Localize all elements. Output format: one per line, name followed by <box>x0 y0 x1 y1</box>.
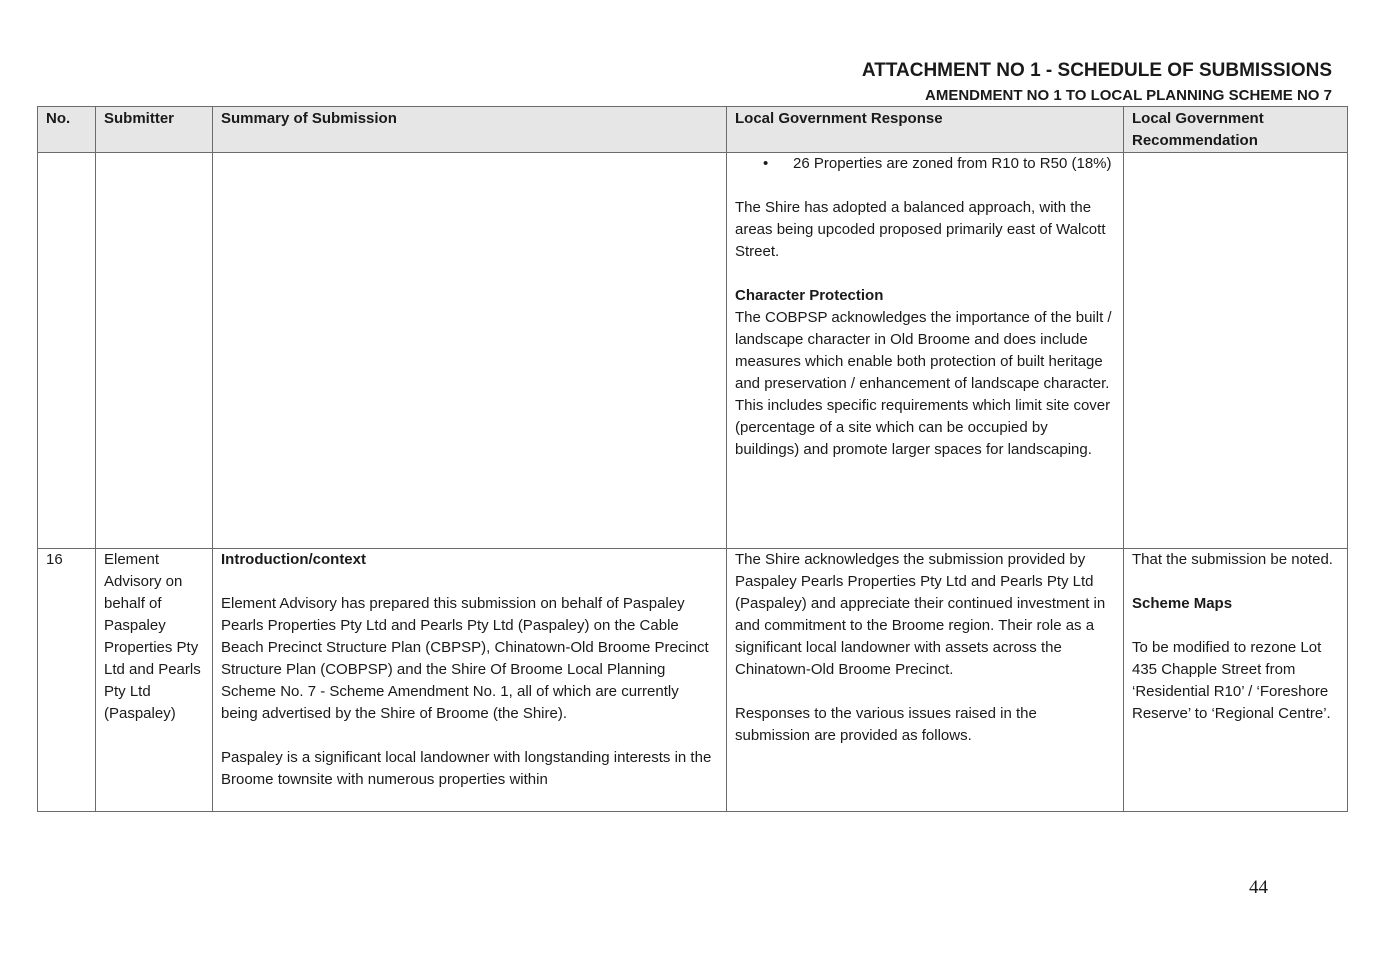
summary-heading: Introduction/context <box>221 551 366 568</box>
cell-no: 16 <box>38 549 96 812</box>
column-header-recommendation: Local Government Recommendation <box>1124 107 1348 153</box>
cell-response <box>727 153 1124 549</box>
table-row <box>38 549 1348 812</box>
cell-response <box>727 549 1124 812</box>
column-header-no: No. <box>38 107 96 153</box>
response-paragraph: The COBPSP acknowledges the importance of the built / landscape character in Old Broome and does include measures which enable both protection of built heritage and preservation / enhancement of landscape character. This includes specific requirements which limit site cover (percentage of a site which can be occupied by buildings) and promote larger spaces for landscaping. <box>735 309 1112 458</box>
cell-submitter <box>96 549 213 812</box>
column-header-submitter: Submitter <box>96 107 213 153</box>
bullet-icon: • <box>763 155 769 172</box>
submissions-table <box>37 106 1348 812</box>
document-subtitle: AMENDMENT NO 1 TO LOCAL PLANNING SCHEME NO 7 <box>925 87 1332 104</box>
cell-no <box>38 153 96 549</box>
summary-paragraph: Paspaley is a significant local landowner with longstanding interests in the Broome townsite with numerous properties within <box>221 749 712 788</box>
document-title: ATTACHMENT NO 1 - SCHEDULE OF SUBMISSIONS <box>861 60 1332 81</box>
bullet-list <box>735 153 1115 175</box>
response-paragraph: The Shire has adopted a balanced approach, with the areas being upcoded proposed primarily east of Walcott Street. <box>735 199 1106 260</box>
page-number: 44 <box>1249 877 1268 898</box>
cell-submitter <box>96 153 213 549</box>
cell-recommendation <box>1124 549 1348 812</box>
column-header-response: Local Government Response <box>727 107 1124 153</box>
cell-recommendation <box>1124 153 1348 549</box>
table-row <box>38 153 1348 549</box>
cell-summary <box>213 153 727 549</box>
table-header-row <box>38 107 1348 153</box>
response-paragraph: Responses to the various issues raised in the submission are provided as follows. <box>735 705 1037 744</box>
response-paragraph: The Shire acknowledges the submission provided by Paspaley Pearls Properties Pty Ltd and Pearls Pty Ltd (Paspaley) and appreciate their continued investment in and commitment to the Broome region. Their role as a significant local landowner with assets across the Chinatown-Old Broome Precinct. <box>735 551 1106 678</box>
column-header-summary: Summary of Submission <box>213 107 727 153</box>
recommendation-paragraph: To be modified to rezone Lot 435 Chapple Street from ‘Residential R10’ / ‘Foreshore Reserve’ to ‘Regional Centre’. <box>1132 639 1331 722</box>
cell-summary <box>213 549 727 812</box>
list-item: • 26 Properties are zoned from R10 to R50 (18%) <box>735 153 1115 175</box>
submitter-name: Element Advisory on behalf of Paspaley Properties Pty Ltd and Pearls Pty Ltd (Paspaley) <box>104 551 201 722</box>
summary-paragraph: Element Advisory has prepared this submission on behalf of Paspaley Pearls Properties Pty Ltd and Pearls Pty Ltd (Paspaley) on the Cable Beach Precinct Structure Plan (CBPSP), Chinatown-Old Broome Precinct Structure Plan (COBPSP) and the Shire Of Broome Local Planning Scheme No. 7 - Scheme Amendment No. 1, all of which are currently being advertised by the Shire of Broome (the Shire). <box>221 595 709 722</box>
recommendation-paragraph: That the submission be noted. <box>1132 551 1333 568</box>
response-heading: Character Protection <box>735 287 884 304</box>
recommendation-heading: Scheme Maps <box>1132 595 1233 612</box>
